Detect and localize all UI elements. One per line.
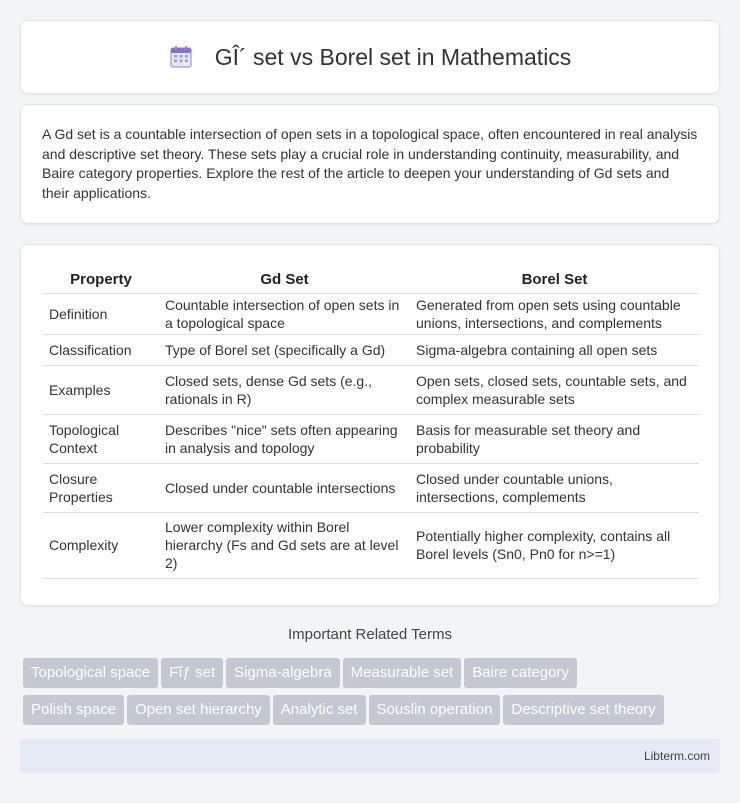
- comparison-table: [43, 267, 699, 579]
- table-row: [43, 334, 699, 365]
- tag-f-sigma-set[interactable]: Fĭƒ set: [161, 658, 223, 688]
- comparison-table-card: [20, 244, 720, 606]
- cell-property: Examples: [43, 365, 159, 414]
- table-row: [43, 293, 699, 334]
- cell-property: Closure Properties: [43, 463, 159, 512]
- column-header-borel-set: Borel Set: [410, 267, 699, 293]
- tag-souslin-operation[interactable]: Souslin operation: [369, 695, 501, 725]
- table-header-row: [43, 267, 699, 293]
- cell-borel: Generated from open sets using countable unions, intersections, and complements: [410, 293, 699, 334]
- tag-analytic-set[interactable]: Analytic set: [273, 695, 366, 725]
- cell-borel: Potentially higher complexity, contains all Borel levels (Sn0, Pn0 for n>=1): [410, 512, 699, 578]
- column-header-property: Property: [43, 267, 159, 293]
- cell-borel: Basis for measurable set theory and probability: [410, 414, 699, 463]
- page-title: GÎ´ set vs Borel set in Mathematics: [214, 43, 572, 70]
- intro-text: A Gd set is a countable intersection of open sets in a topological space, often encountered in real analysis and descriptive set theory. These sets play a crucial role in understanding continuity, measurability, and Baire category properties. Explore the rest of the article to deepen your understanding of Gd sets and their applications.: [42, 126, 698, 201]
- tag-topological-space[interactable]: Topological space: [23, 658, 158, 688]
- tag-measurable-set[interactable]: Measurable set: [343, 658, 462, 688]
- cell-borel: Closed under countable unions, intersections, complements: [410, 463, 699, 512]
- related-terms-row-1: [23, 658, 723, 688]
- cell-property: Topological Context: [43, 414, 159, 463]
- table-row: [43, 463, 699, 512]
- tag-descriptive-set-theory[interactable]: Descriptive set theory: [503, 695, 663, 725]
- cell-gd: Countable intersection of open sets in a topological space: [159, 293, 410, 334]
- table-row: [43, 512, 699, 578]
- column-header-gd-set: Gd Set: [159, 267, 410, 293]
- intro-card: [20, 104, 720, 224]
- related-terms-row-2: [23, 695, 723, 725]
- cell-borel: Sigma-algebra containing all open sets: [410, 334, 699, 365]
- cell-property: Complexity: [43, 512, 159, 578]
- tag-open-set-hierarchy[interactable]: Open set hierarchy: [127, 695, 270, 725]
- title-card: [20, 20, 720, 94]
- cell-gd: Closed under countable intersections: [159, 463, 410, 512]
- tag-sigma-algebra[interactable]: Sigma-algebra: [226, 658, 340, 688]
- table-row: [43, 414, 699, 463]
- cell-property: Classification: [43, 334, 159, 365]
- tag-baire-category[interactable]: Baire category: [464, 658, 577, 688]
- cell-gd: Describes "nice" sets often appearing in analysis and topology: [159, 414, 410, 463]
- table-row: [43, 365, 699, 414]
- cell-property: Definition: [43, 293, 159, 334]
- cell-borel: Open sets, closed sets, countable sets, and complex measurable sets: [410, 365, 699, 414]
- footer-brand-link[interactable]: Libterm.com: [643, 749, 710, 763]
- cell-gd: Type of Borel set (specifically a Gd): [159, 334, 410, 365]
- tag-polish-space[interactable]: Polish space: [23, 695, 124, 725]
- footer: [20, 739, 720, 773]
- cell-gd: Lower complexity within Borel hierarchy (Fs and Gd sets are at level 2): [159, 512, 410, 578]
- calendar-icon: [169, 45, 193, 69]
- cell-gd: Closed sets, dense Gd sets (e.g., rationals in R): [159, 365, 410, 414]
- related-terms-heading: Important Related Terms: [288, 626, 452, 643]
